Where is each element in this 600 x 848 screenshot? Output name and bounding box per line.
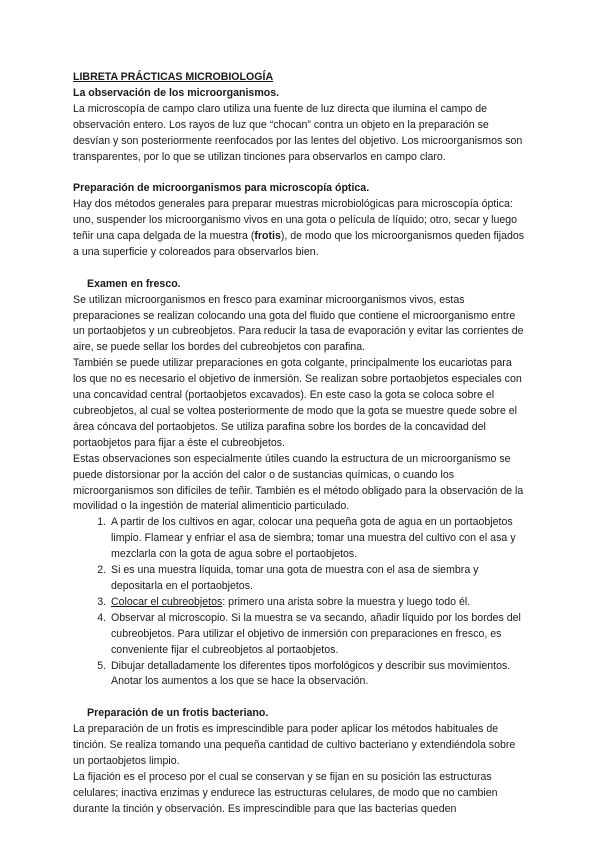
procedure-step-rest: : primero una arista sobre la muestra y luego todo él.	[222, 595, 471, 608]
paragraph-preparacion	[73, 197, 528, 261]
frotis-term: frotis	[254, 230, 281, 243]
heading-observacion: La observación de los microorganismos.	[73, 86, 280, 99]
document-title: LIBRETA PRÁCTICAS MICROBIOLOGÍA	[73, 71, 274, 83]
paragraph-examen-2: También se puede utilizar preparaciones en gota colgante, principalmente los eucariotas para los que no es necesario el objetivo de inmersión. Se realizan sobre portaobjetos especiales con una concavidad central (portaobjetos excavados). En este caso la gota se coloca sobre el cubreobjetos, al cual se voltea posteriormente de modo que la gota se muestre quede sobre el área cóncava del portaobjetos. Se utiliza parafina sobre los bordes de la concavidad del portaobjetos para fijar a éste el cubreobjetos.	[73, 357, 522, 449]
paragraph-examen-1: Se utilizan microorganismos en fresco para examinar microorganismos vivos, estas preparaciones se realizan colocando una gota del fluido que contiene el microorganismo entre un portaobjetos y un cubreobjetos. Para reducir la tasa de evaporación y evitar las corrientes de aire, se puede sellar los bordes del cubreobjetos con parafina.	[73, 293, 524, 354]
procedure-step: 2. Si es una muestra líquida, tomar una gota de muestra con el asa de siembra y depositarla en el portaobjetos.	[109, 563, 528, 595]
spacer	[73, 261, 528, 277]
heading-preparacion: Preparación de microorganismos para microscopía óptica.	[73, 182, 370, 195]
spacer	[73, 690, 528, 706]
procedure-step: 5. Dibujar detalladamente los diferentes tipos morfológicos y describir sus movimientos. Anotar los aumentos a los que se hace la observación.	[109, 659, 528, 691]
paragraph-observacion: La microscopía de campo claro utiliza una fuente de luz directa que ilumina el campo de observación entero. Los rayos de luz que “chocan” contra un objeto en la preparación se desvían y son posteriormente reenfocados por las lentes del objetivo. Los microorganismos son transparentes, por lo que se utilizan tinciones para observarlos en campo claro.	[73, 102, 523, 163]
paragraph-frotis-2: La fijación es el proceso por el cual se conservan y se fijan en su posición las estructuras celulares; inactiva enzimas y endurece las estructuras celulares, de modo que no cambien durante la tinción y observación. Es imprescindible para que las bacterias queden	[73, 770, 498, 815]
document-page	[73, 70, 528, 818]
procedure-step	[109, 595, 528, 611]
heading-frotis: Preparación de un frotis bacteriano.	[87, 707, 269, 720]
paragraph-frotis-1: La preparación de un frotis es imprescindible para poder aplicar los métodos habituales de tinción. Se realiza tomando una pequeña cantidad de cultivo bacteriano y extendiéndola sobre un portaobjetos limpio.	[73, 723, 516, 767]
paragraph-examen-3: Estas observaciones son especialmente útiles cuando la estructura de un microorganismo se puede distorsionar por la acción del calor o de sustancias químicas, o cuando los microorganismos son difíciles de teñir. También es el método obligado para la observación de la movilidad o la ingestión de material alimenticio particulado.	[73, 452, 524, 513]
procedure-step-underlined: Colocar el cubreobjetos	[111, 595, 223, 608]
procedure-step: 1. A partir de los cultivos en agar, colocar una pequeña gota de agua en un portaobjetos limpio. Flamear y enfriar el asa de siembra; tomar una muestra del cultivo con el asa y mezclarla con la gota de agua sobre el portaobjetos.	[109, 515, 528, 563]
paragraph-preparacion-end: ), de modo que los microorganismos queden fijados a una superficie y coloreados para observarlos bien.	[73, 230, 525, 258]
procedure-list	[73, 515, 528, 690]
spacer	[73, 165, 528, 181]
paragraph-preparacion-start: Hay dos métodos generales para preparar muestras microbiológicas para microscopía óptica: uno, suspender los microorganismo vivos en una gota o película de líquido; otro, secar y luego teñir una capa delgada de la muestra (	[73, 198, 518, 243]
heading-examen: Examen en fresco.	[87, 277, 181, 290]
procedure-step: 4. Observar al microscopio. Si la muestra se va secando, añadir líquido por los bordes del cubreobjetos. Para utilizar el objetivo de inmersión con preparaciones en fresco, es conveniente fijar el cubreobjetos al portaobjetos.	[109, 611, 528, 659]
